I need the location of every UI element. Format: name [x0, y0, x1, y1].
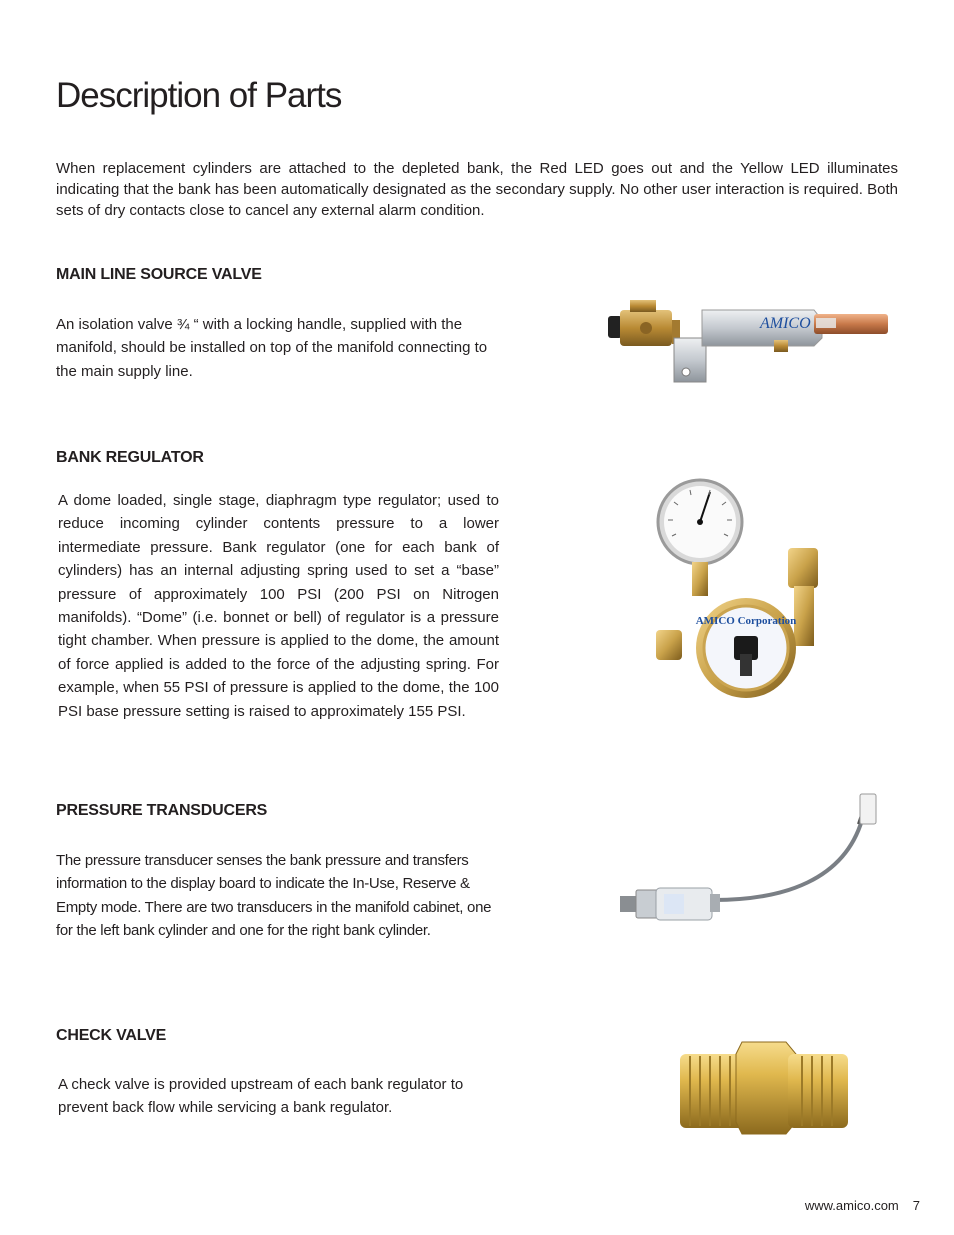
check-valve-image: [676, 1034, 852, 1140]
pressure-transducer-image: [614, 790, 880, 926]
valve-amico-label: AMICO: [760, 315, 811, 332]
main-line-source-valve-description: An isolation valve ¾ “ with a locking handle, supplied with the manifold, should be installed on top of the manifold connecting to the main supply line.: [56, 316, 488, 380]
heading-bank-regulator: BANK REGULATOR: [56, 449, 204, 466]
page-title: Description of Parts: [56, 76, 342, 115]
heading-check-valve: CHECK VALVE: [56, 1027, 167, 1044]
bank-regulator-description: A dome loaded, single stage, diaphragm type regulator; used to reduce incoming cylinder contents pressure to a lower intermediate pressure. Bank regulator (one for each bank of cylinders) has an internal adjusting spring used to set a “base” pressure of approximately 100 PSI (200 PSI on Nitrogen manifolds). “Dome” (i.e. bonnet or bell) of regulator is a pressure tight chamber. When pressure is applied to the dome, the amount of force applied is added to the force of the adjusting spring. For example, when 55 PSI of pressure is applied to the dome, the 100 PSI base pressure setting is raised to approximately 155 PSI.: [58, 492, 499, 720]
heading-main-line-source-valve: MAIN LINE SOURCE VALVE: [56, 266, 262, 283]
footer-website: www.amico.com: [804, 1198, 899, 1213]
page-footer: [805, 1198, 920, 1213]
bank-regulator-image: [648, 476, 834, 702]
intro-paragraph: When replacement cylinders are attached to the depleted bank, the Red LED goes out and the Yellow LED illuminates indicating that the bank has been automatically designated as the secondary supply. No other user interaction is required. Both sets of dry contacts close to cancel any external alarm condition.: [56, 160, 898, 219]
isolation-valve-image: [602, 292, 892, 388]
pressure-transducers-description: The pressure transducer senses the bank pressure and transfers information to the display board to indicate the In-Use, Reserve & Empty mode. There are two transducers in the manifold cabinet, one for the left bank cylinder and one for the right bank cylinder.: [56, 852, 492, 940]
page-number: 7: [912, 1198, 920, 1213]
check-valve-description: A check valve is provided upstream of each bank regulator to prevent back flow while servicing a bank regulator.: [58, 1076, 464, 1117]
regulator-brand-label: AMICO Corporation: [695, 615, 797, 627]
heading-pressure-transducers: PRESSURE TRANSDUCERS: [56, 802, 268, 819]
